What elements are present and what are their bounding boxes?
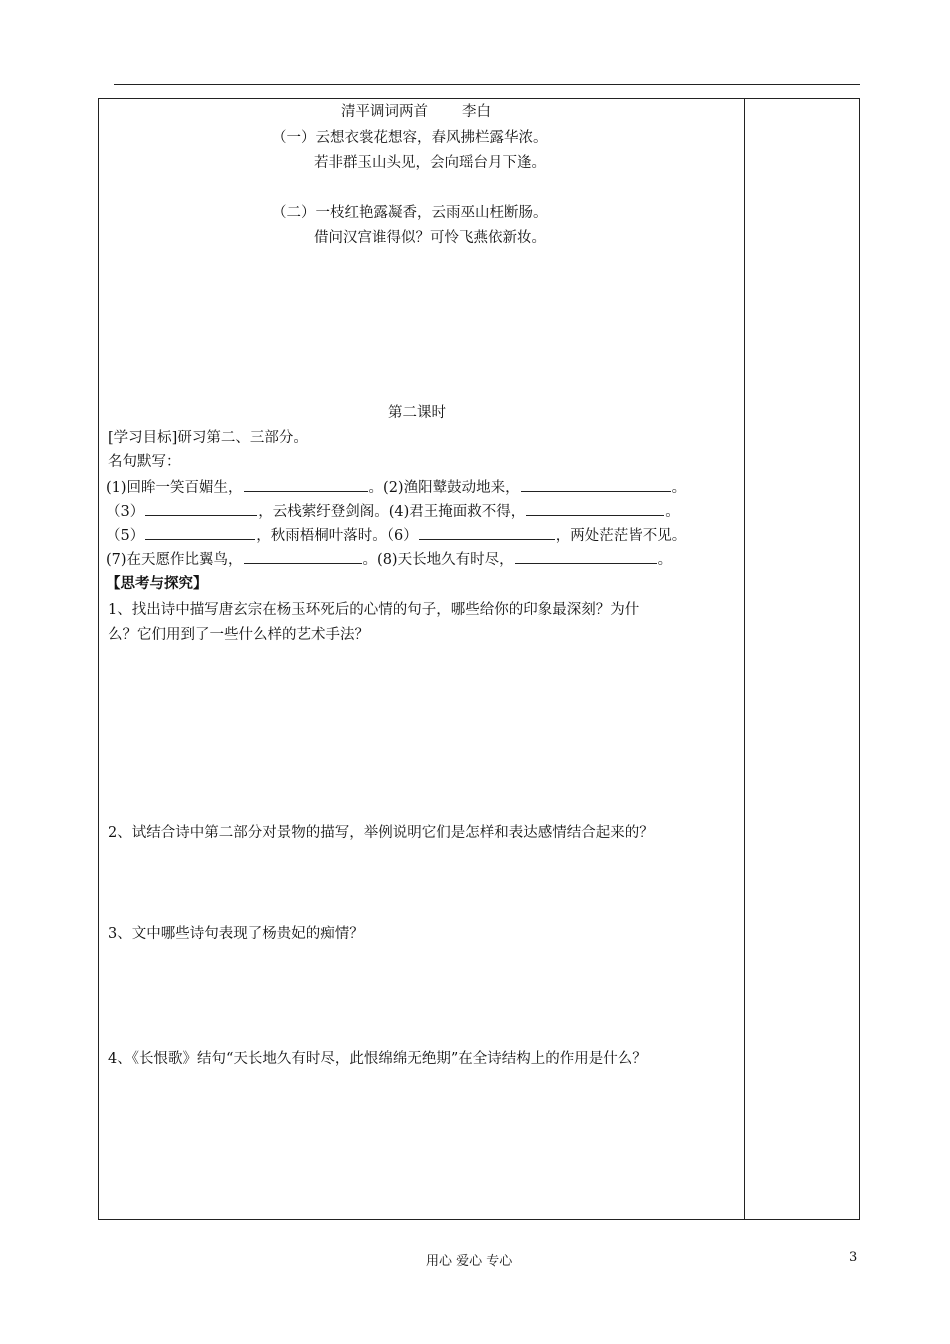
notes-column-divider — [744, 98, 745, 1220]
question-2: 2、试结合诗中第二部分对景物的描写，举例说明它们是怎样和表达感情结合起来的？ — [108, 825, 654, 841]
answer-blank-6[interactable] — [419, 525, 555, 540]
fill-text: （5） — [106, 528, 145, 544]
recite-label: 名句默写： — [108, 454, 181, 470]
fill-text: ，云栈萦纡登剑阁。(4)君王掩面救不得， — [258, 504, 526, 520]
fill-blank-row-4 — [106, 549, 672, 570]
fill-text: 。(8)天长地久有时尽， — [362, 552, 514, 568]
think-explore-heading: 【思考与探究】 — [106, 575, 208, 592]
answer-blank-3[interactable] — [145, 501, 257, 516]
fill-blank-row-3 — [106, 525, 686, 546]
poem-part1-line2: 若非群玉山头见，会向瑶台月下逢。 — [314, 155, 546, 171]
poem-part2-line1: （二）一枝红艳露凝香，云雨巫山枉断肠。 — [272, 205, 548, 221]
fill-text: （3） — [106, 504, 145, 520]
fill-text: 。 — [671, 480, 687, 496]
answer-blank-1[interactable] — [244, 477, 368, 492]
fill-text: ，两处茫茫皆不见。 — [555, 528, 687, 544]
poem-part1-line1: （一）云想衣裳花想容，春风拂栏露华浓。 — [272, 130, 548, 146]
poem-heading — [341, 102, 491, 122]
fill-blank-row-2 — [106, 501, 680, 522]
page-number: 3 — [849, 1250, 858, 1265]
fill-text: 。 — [657, 552, 673, 568]
fill-blank-row-1 — [106, 477, 686, 498]
lesson-heading: 第二课时 — [388, 405, 446, 421]
question-1-line-2: 么？它们用到了一些什么样的艺术手法？ — [108, 627, 369, 643]
fill-text: 。(2)渔阳鼙鼓动地来， — [368, 480, 520, 496]
answer-blank-5[interactable] — [145, 525, 255, 540]
learning-objective: [学习目标]研习第二、三部分。 — [108, 430, 308, 446]
fill-text: 。 — [665, 504, 680, 520]
poem-title: 清平调词两首 — [341, 104, 428, 120]
fill-text: (7)在天愿作比翼鸟， — [106, 552, 243, 568]
answer-blank-8[interactable] — [515, 549, 657, 564]
question-4: 4、《长恨歌》结句“天长地久有时尽，此恨绵绵无绝期”在全诗结构上的作用是什么？ — [108, 1051, 647, 1067]
answer-blank-4[interactable] — [526, 501, 664, 516]
fill-text: (1)回眸一笑百媚生， — [106, 480, 243, 496]
fill-text: ，秋雨梧桐叶落时。（6） — [256, 528, 418, 544]
question-1-line-1: 1、找出诗中描写唐玄宗在杨玉环死后的心情的句子，哪些给你的印象最深刻？为什 — [108, 602, 640, 618]
answer-blank-7[interactable] — [244, 549, 362, 564]
footer-slogan: 用心 爱心 专心 — [426, 1254, 513, 1269]
answer-blank-2[interactable] — [521, 477, 671, 492]
poem-author: 李白 — [462, 104, 491, 120]
header-rule — [114, 84, 860, 85]
poem-part2-line2: 借问汉宫谁得似？可怜飞燕依新妆。 — [314, 230, 546, 246]
question-3: 3、文中哪些诗句表现了杨贵妃的痴情？ — [108, 926, 364, 942]
